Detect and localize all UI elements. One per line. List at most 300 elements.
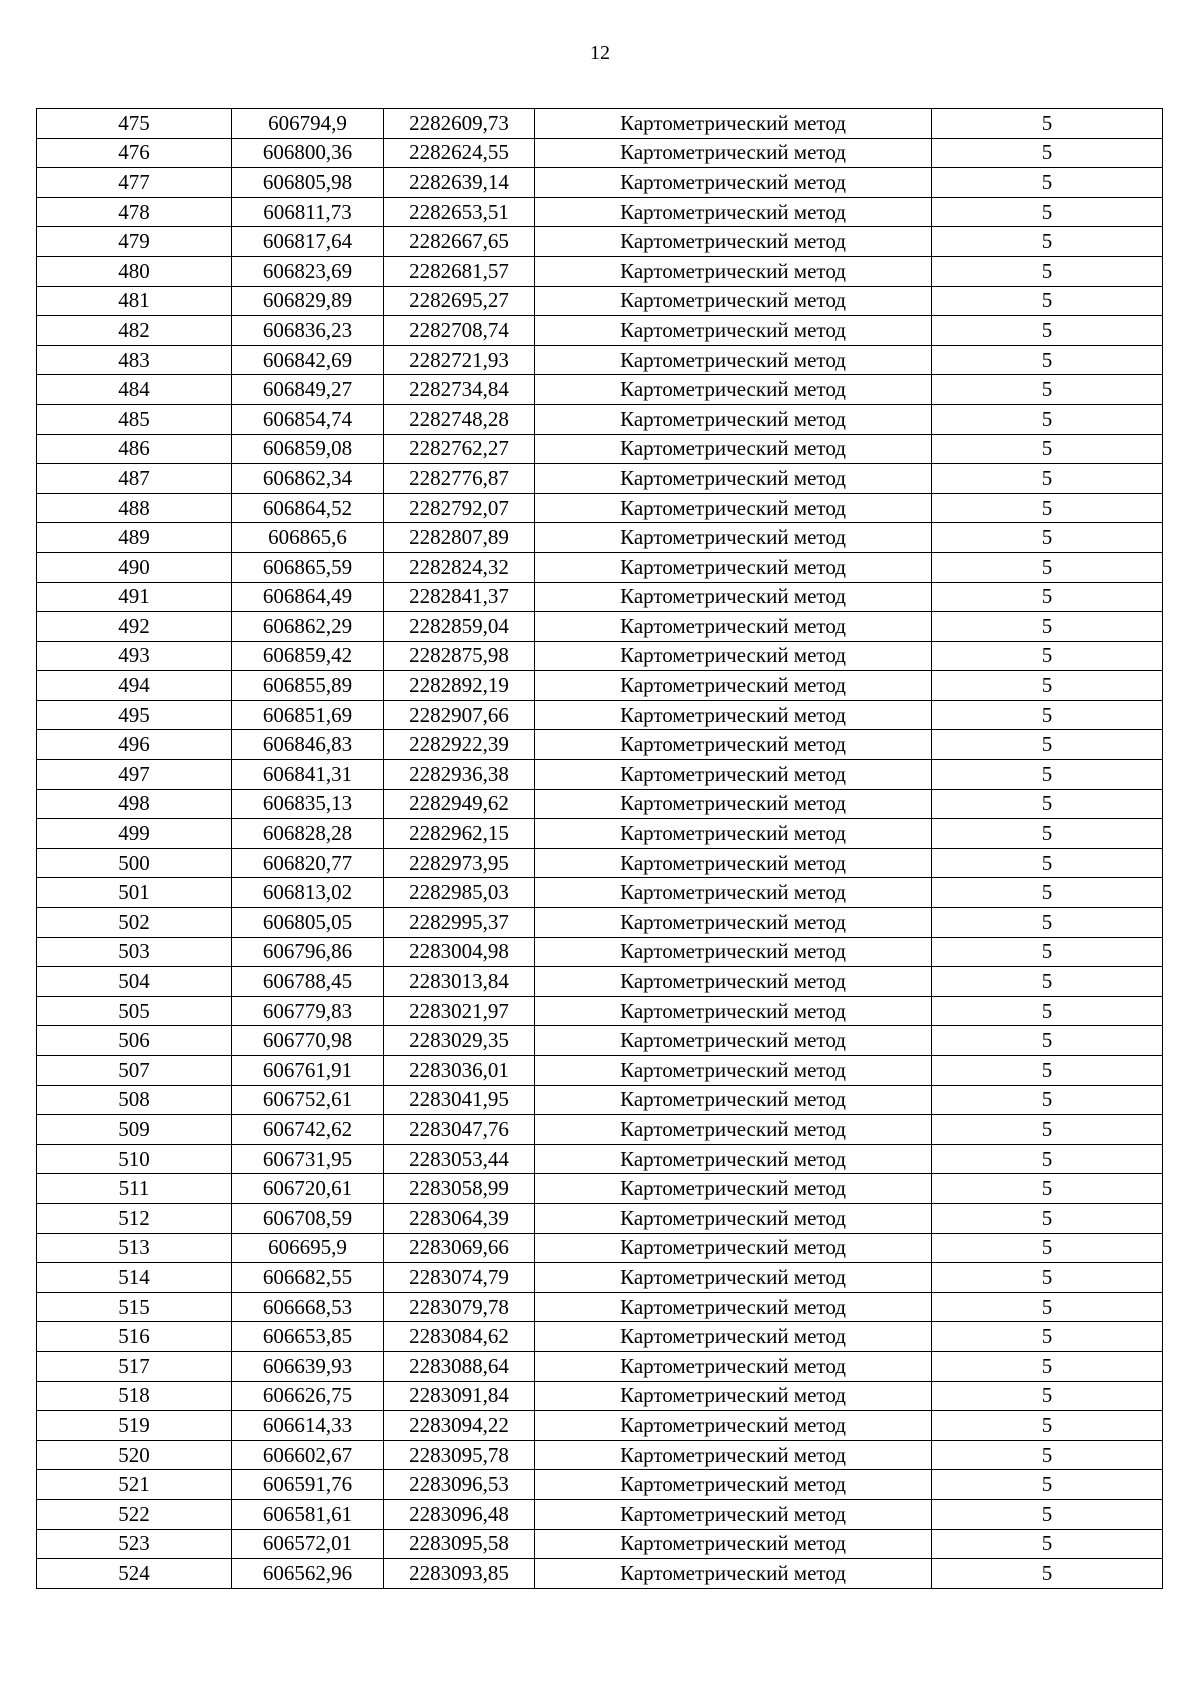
x-coordinate-cell: 606731,95 bbox=[232, 1144, 384, 1174]
table-row bbox=[37, 375, 1163, 405]
table-row bbox=[37, 1470, 1163, 1500]
y-coordinate-cell: 2283096,53 bbox=[384, 1470, 535, 1500]
y-coordinate-cell: 2282708,74 bbox=[384, 316, 535, 346]
accuracy-cell: 5 bbox=[932, 1144, 1163, 1174]
method-cell: Картометрический метод bbox=[535, 316, 932, 346]
point-number-cell: 496 bbox=[37, 730, 232, 760]
method-cell: Картометрический метод bbox=[535, 345, 932, 375]
method-cell: Картометрический метод bbox=[535, 1144, 932, 1174]
table-row bbox=[37, 523, 1163, 553]
method-cell: Картометрический метод bbox=[535, 1381, 932, 1411]
y-coordinate-cell: 2282609,73 bbox=[384, 109, 535, 139]
point-number-cell: 500 bbox=[37, 848, 232, 878]
table-row bbox=[37, 996, 1163, 1026]
accuracy-cell: 5 bbox=[932, 256, 1163, 286]
method-cell: Картометрический метод bbox=[535, 434, 932, 464]
x-coordinate-cell: 606742,62 bbox=[232, 1115, 384, 1145]
x-coordinate-cell: 606854,74 bbox=[232, 404, 384, 434]
x-coordinate-cell: 606828,28 bbox=[232, 819, 384, 849]
y-coordinate-cell: 2283088,64 bbox=[384, 1351, 535, 1381]
x-coordinate-cell: 606800,36 bbox=[232, 138, 384, 168]
y-coordinate-cell: 2283094,22 bbox=[384, 1411, 535, 1441]
accuracy-cell: 5 bbox=[932, 789, 1163, 819]
method-cell: Картометрический метод bbox=[535, 1233, 932, 1263]
method-cell: Картометрический метод bbox=[535, 138, 932, 168]
x-coordinate-cell: 606653,85 bbox=[232, 1322, 384, 1352]
accuracy-cell: 5 bbox=[932, 937, 1163, 967]
method-cell: Картометрический метод bbox=[535, 819, 932, 849]
method-cell: Картометрический метод bbox=[535, 1470, 932, 1500]
table-row bbox=[37, 1263, 1163, 1293]
accuracy-cell: 5 bbox=[932, 671, 1163, 701]
accuracy-cell: 5 bbox=[932, 996, 1163, 1026]
method-cell: Картометрический метод bbox=[535, 760, 932, 790]
accuracy-cell: 5 bbox=[932, 316, 1163, 346]
point-number-cell: 523 bbox=[37, 1529, 232, 1559]
table-row bbox=[37, 464, 1163, 494]
table-row bbox=[37, 671, 1163, 701]
y-coordinate-cell: 2282907,66 bbox=[384, 700, 535, 730]
y-coordinate-cell: 2282681,57 bbox=[384, 256, 535, 286]
point-number-cell: 485 bbox=[37, 404, 232, 434]
accuracy-cell: 5 bbox=[932, 908, 1163, 938]
point-number-cell: 512 bbox=[37, 1203, 232, 1233]
x-coordinate-cell: 606835,13 bbox=[232, 789, 384, 819]
accuracy-cell: 5 bbox=[932, 404, 1163, 434]
point-number-cell: 506 bbox=[37, 1026, 232, 1056]
method-cell: Картометрический метод bbox=[535, 168, 932, 198]
y-coordinate-cell: 2283096,48 bbox=[384, 1499, 535, 1529]
table-row bbox=[37, 1499, 1163, 1529]
x-coordinate-cell: 606865,6 bbox=[232, 523, 384, 553]
table-row bbox=[37, 1115, 1163, 1145]
x-coordinate-cell: 606846,83 bbox=[232, 730, 384, 760]
table-row bbox=[37, 286, 1163, 316]
accuracy-cell: 5 bbox=[932, 700, 1163, 730]
method-cell: Картометрический метод bbox=[535, 493, 932, 523]
method-cell: Картометрический метод bbox=[535, 1499, 932, 1529]
y-coordinate-cell: 2282734,84 bbox=[384, 375, 535, 405]
table-row bbox=[37, 819, 1163, 849]
method-cell: Картометрический метод bbox=[535, 848, 932, 878]
y-coordinate-cell: 2282841,37 bbox=[384, 582, 535, 612]
x-coordinate-cell: 606572,01 bbox=[232, 1529, 384, 1559]
x-coordinate-cell: 606602,67 bbox=[232, 1440, 384, 1470]
point-number-cell: 518 bbox=[37, 1381, 232, 1411]
method-cell: Картометрический метод bbox=[535, 1056, 932, 1086]
method-cell: Картометрический метод bbox=[535, 1263, 932, 1293]
method-cell: Картометрический метод bbox=[535, 256, 932, 286]
table-row bbox=[37, 138, 1163, 168]
x-coordinate-cell: 606794,9 bbox=[232, 109, 384, 139]
method-cell: Картометрический метод bbox=[535, 582, 932, 612]
x-coordinate-cell: 606813,02 bbox=[232, 878, 384, 908]
y-coordinate-cell: 2282962,15 bbox=[384, 819, 535, 849]
point-number-cell: 522 bbox=[37, 1499, 232, 1529]
y-coordinate-cell: 2283091,84 bbox=[384, 1381, 535, 1411]
method-cell: Картометрический метод bbox=[535, 1203, 932, 1233]
accuracy-cell: 5 bbox=[932, 168, 1163, 198]
x-coordinate-cell: 606820,77 bbox=[232, 848, 384, 878]
table-row bbox=[37, 582, 1163, 612]
accuracy-cell: 5 bbox=[932, 1351, 1163, 1381]
y-coordinate-cell: 2282762,27 bbox=[384, 434, 535, 464]
x-coordinate-cell: 606851,69 bbox=[232, 700, 384, 730]
y-coordinate-cell: 2282776,87 bbox=[384, 464, 535, 494]
accuracy-cell: 5 bbox=[932, 1470, 1163, 1500]
method-cell: Картометрический метод bbox=[535, 404, 932, 434]
method-cell: Картометрический метод bbox=[535, 1351, 932, 1381]
point-number-cell: 480 bbox=[37, 256, 232, 286]
point-number-cell: 507 bbox=[37, 1056, 232, 1086]
accuracy-cell: 5 bbox=[932, 1263, 1163, 1293]
method-cell: Картометрический метод bbox=[535, 641, 932, 671]
accuracy-cell: 5 bbox=[932, 286, 1163, 316]
method-cell: Картометрический метод bbox=[535, 197, 932, 227]
y-coordinate-cell: 2282995,37 bbox=[384, 908, 535, 938]
y-coordinate-cell: 2282792,07 bbox=[384, 493, 535, 523]
accuracy-cell: 5 bbox=[932, 375, 1163, 405]
point-number-cell: 498 bbox=[37, 789, 232, 819]
point-number-cell: 511 bbox=[37, 1174, 232, 1204]
y-coordinate-cell: 2283004,98 bbox=[384, 937, 535, 967]
point-number-cell: 497 bbox=[37, 760, 232, 790]
point-number-cell: 510 bbox=[37, 1144, 232, 1174]
table-row bbox=[37, 1026, 1163, 1056]
point-number-cell: 499 bbox=[37, 819, 232, 849]
table-row bbox=[37, 612, 1163, 642]
table-row bbox=[37, 1144, 1163, 1174]
method-cell: Картометрический метод bbox=[535, 1115, 932, 1145]
point-number-cell: 515 bbox=[37, 1292, 232, 1322]
method-cell: Картометрический метод bbox=[535, 109, 932, 139]
point-number-cell: 476 bbox=[37, 138, 232, 168]
accuracy-cell: 5 bbox=[932, 1026, 1163, 1056]
accuracy-cell: 5 bbox=[932, 878, 1163, 908]
accuracy-cell: 5 bbox=[932, 1381, 1163, 1411]
accuracy-cell: 5 bbox=[932, 434, 1163, 464]
x-coordinate-cell: 606805,98 bbox=[232, 168, 384, 198]
x-coordinate-cell: 606829,89 bbox=[232, 286, 384, 316]
method-cell: Картометрический метод bbox=[535, 878, 932, 908]
accuracy-cell: 5 bbox=[932, 582, 1163, 612]
point-number-cell: 516 bbox=[37, 1322, 232, 1352]
y-coordinate-cell: 2283029,35 bbox=[384, 1026, 535, 1056]
table-row bbox=[37, 168, 1163, 198]
point-number-cell: 495 bbox=[37, 700, 232, 730]
method-cell: Картометрический метод bbox=[535, 552, 932, 582]
table-row bbox=[37, 760, 1163, 790]
y-coordinate-cell: 2282695,27 bbox=[384, 286, 535, 316]
x-coordinate-cell: 606862,29 bbox=[232, 612, 384, 642]
y-coordinate-cell: 2283074,79 bbox=[384, 1263, 535, 1293]
x-coordinate-cell: 606849,27 bbox=[232, 375, 384, 405]
x-coordinate-cell: 606581,61 bbox=[232, 1499, 384, 1529]
method-cell: Картометрический метод bbox=[535, 671, 932, 701]
point-number-cell: 514 bbox=[37, 1263, 232, 1293]
x-coordinate-cell: 606862,34 bbox=[232, 464, 384, 494]
method-cell: Картометрический метод bbox=[535, 286, 932, 316]
point-number-cell: 484 bbox=[37, 375, 232, 405]
method-cell: Картометрический метод bbox=[535, 1322, 932, 1352]
x-coordinate-cell: 606720,61 bbox=[232, 1174, 384, 1204]
point-number-cell: 477 bbox=[37, 168, 232, 198]
y-coordinate-cell: 2282721,93 bbox=[384, 345, 535, 375]
table-row bbox=[37, 109, 1163, 139]
accuracy-cell: 5 bbox=[932, 848, 1163, 878]
x-coordinate-cell: 606682,55 bbox=[232, 1263, 384, 1293]
x-coordinate-cell: 606817,64 bbox=[232, 227, 384, 257]
method-cell: Картометрический метод bbox=[535, 1026, 932, 1056]
y-coordinate-cell: 2283079,78 bbox=[384, 1292, 535, 1322]
y-coordinate-cell: 2283053,44 bbox=[384, 1144, 535, 1174]
point-number-cell: 483 bbox=[37, 345, 232, 375]
y-coordinate-cell: 2282653,51 bbox=[384, 197, 535, 227]
x-coordinate-cell: 606811,73 bbox=[232, 197, 384, 227]
accuracy-cell: 5 bbox=[932, 1529, 1163, 1559]
point-number-cell: 492 bbox=[37, 612, 232, 642]
point-number-cell: 517 bbox=[37, 1351, 232, 1381]
method-cell: Картометрический метод bbox=[535, 1292, 932, 1322]
y-coordinate-cell: 2283021,97 bbox=[384, 996, 535, 1026]
accuracy-cell: 5 bbox=[932, 1115, 1163, 1145]
accuracy-cell: 5 bbox=[932, 1233, 1163, 1263]
point-number-cell: 488 bbox=[37, 493, 232, 523]
point-number-cell: 520 bbox=[37, 1440, 232, 1470]
point-number-cell: 490 bbox=[37, 552, 232, 582]
method-cell: Картометрический метод bbox=[535, 1411, 932, 1441]
point-number-cell: 519 bbox=[37, 1411, 232, 1441]
point-number-cell: 478 bbox=[37, 197, 232, 227]
point-number-cell: 491 bbox=[37, 582, 232, 612]
table-row bbox=[37, 730, 1163, 760]
x-coordinate-cell: 606796,86 bbox=[232, 937, 384, 967]
point-number-cell: 513 bbox=[37, 1233, 232, 1263]
method-cell: Картометрический метод bbox=[535, 1559, 932, 1589]
accuracy-cell: 5 bbox=[932, 138, 1163, 168]
x-coordinate-cell: 606859,08 bbox=[232, 434, 384, 464]
accuracy-cell: 5 bbox=[932, 1174, 1163, 1204]
point-number-cell: 503 bbox=[37, 937, 232, 967]
point-number-cell: 475 bbox=[37, 109, 232, 139]
accuracy-cell: 5 bbox=[932, 1411, 1163, 1441]
table-row bbox=[37, 1411, 1163, 1441]
method-cell: Картометрический метод bbox=[535, 730, 932, 760]
table-row bbox=[37, 700, 1163, 730]
x-coordinate-cell: 606836,23 bbox=[232, 316, 384, 346]
y-coordinate-cell: 2283013,84 bbox=[384, 967, 535, 997]
x-coordinate-cell: 606842,69 bbox=[232, 345, 384, 375]
table-row bbox=[37, 552, 1163, 582]
point-number-cell: 505 bbox=[37, 996, 232, 1026]
accuracy-cell: 5 bbox=[932, 552, 1163, 582]
point-number-cell: 502 bbox=[37, 908, 232, 938]
x-coordinate-cell: 606695,9 bbox=[232, 1233, 384, 1263]
accuracy-cell: 5 bbox=[932, 345, 1163, 375]
accuracy-cell: 5 bbox=[932, 1440, 1163, 1470]
table-row bbox=[37, 641, 1163, 671]
point-number-cell: 524 bbox=[37, 1559, 232, 1589]
y-coordinate-cell: 2282922,39 bbox=[384, 730, 535, 760]
y-coordinate-cell: 2283058,99 bbox=[384, 1174, 535, 1204]
y-coordinate-cell: 2282892,19 bbox=[384, 671, 535, 701]
point-number-cell: 509 bbox=[37, 1115, 232, 1145]
point-number-cell: 521 bbox=[37, 1470, 232, 1500]
x-coordinate-cell: 606865,59 bbox=[232, 552, 384, 582]
x-coordinate-cell: 606752,61 bbox=[232, 1085, 384, 1115]
x-coordinate-cell: 606864,49 bbox=[232, 582, 384, 612]
y-coordinate-cell: 2283093,85 bbox=[384, 1559, 535, 1589]
y-coordinate-cell: 2282639,14 bbox=[384, 168, 535, 198]
y-coordinate-cell: 2283036,01 bbox=[384, 1056, 535, 1086]
x-coordinate-cell: 606562,96 bbox=[232, 1559, 384, 1589]
y-coordinate-cell: 2283095,78 bbox=[384, 1440, 535, 1470]
method-cell: Картометрический метод bbox=[535, 937, 932, 967]
method-cell: Картометрический метод bbox=[535, 375, 932, 405]
point-number-cell: 504 bbox=[37, 967, 232, 997]
y-coordinate-cell: 2282985,03 bbox=[384, 878, 535, 908]
x-coordinate-cell: 606788,45 bbox=[232, 967, 384, 997]
table-row bbox=[37, 1529, 1163, 1559]
y-coordinate-cell: 2283095,58 bbox=[384, 1529, 535, 1559]
point-number-cell: 489 bbox=[37, 523, 232, 553]
x-coordinate-cell: 606841,31 bbox=[232, 760, 384, 790]
accuracy-cell: 5 bbox=[932, 227, 1163, 257]
table-row bbox=[37, 1351, 1163, 1381]
accuracy-cell: 5 bbox=[932, 197, 1163, 227]
x-coordinate-cell: 606614,33 bbox=[232, 1411, 384, 1441]
accuracy-cell: 5 bbox=[932, 967, 1163, 997]
x-coordinate-cell: 606626,75 bbox=[232, 1381, 384, 1411]
table-row bbox=[37, 1056, 1163, 1086]
accuracy-cell: 5 bbox=[932, 1322, 1163, 1352]
page-number: 12 bbox=[590, 42, 610, 64]
x-coordinate-cell: 606805,05 bbox=[232, 908, 384, 938]
x-coordinate-cell: 606708,59 bbox=[232, 1203, 384, 1233]
y-coordinate-cell: 2282624,55 bbox=[384, 138, 535, 168]
y-coordinate-cell: 2283069,66 bbox=[384, 1233, 535, 1263]
table-row bbox=[37, 256, 1163, 286]
point-number-cell: 481 bbox=[37, 286, 232, 316]
y-coordinate-cell: 2282875,98 bbox=[384, 641, 535, 671]
point-number-cell: 508 bbox=[37, 1085, 232, 1115]
method-cell: Картометрический метод bbox=[535, 967, 932, 997]
method-cell: Картометрический метод bbox=[535, 1440, 932, 1470]
method-cell: Картометрический метод bbox=[535, 996, 932, 1026]
y-coordinate-cell: 2282973,95 bbox=[384, 848, 535, 878]
x-coordinate-cell: 606859,42 bbox=[232, 641, 384, 671]
table-row bbox=[37, 848, 1163, 878]
y-coordinate-cell: 2283041,95 bbox=[384, 1085, 535, 1115]
accuracy-cell: 5 bbox=[932, 523, 1163, 553]
x-coordinate-cell: 606864,52 bbox=[232, 493, 384, 523]
accuracy-cell: 5 bbox=[932, 464, 1163, 494]
table-row bbox=[37, 967, 1163, 997]
method-cell: Картометрический метод bbox=[535, 612, 932, 642]
method-cell: Картометрический метод bbox=[535, 1174, 932, 1204]
method-cell: Картометрический метод bbox=[535, 1529, 932, 1559]
y-coordinate-cell: 2283047,76 bbox=[384, 1115, 535, 1145]
x-coordinate-cell: 606855,89 bbox=[232, 671, 384, 701]
table-row bbox=[37, 1085, 1163, 1115]
y-coordinate-cell: 2283064,39 bbox=[384, 1203, 535, 1233]
accuracy-cell: 5 bbox=[932, 109, 1163, 139]
accuracy-cell: 5 bbox=[932, 760, 1163, 790]
point-number-cell: 501 bbox=[37, 878, 232, 908]
accuracy-cell: 5 bbox=[932, 819, 1163, 849]
x-coordinate-cell: 606668,53 bbox=[232, 1292, 384, 1322]
accuracy-cell: 5 bbox=[932, 1056, 1163, 1086]
table-row bbox=[37, 937, 1163, 967]
method-cell: Картометрический метод bbox=[535, 1085, 932, 1115]
table-body bbox=[37, 109, 1163, 1589]
x-coordinate-cell: 606639,93 bbox=[232, 1351, 384, 1381]
table-row bbox=[37, 493, 1163, 523]
table-row bbox=[37, 789, 1163, 819]
table-row bbox=[37, 404, 1163, 434]
method-cell: Картометрический метод bbox=[535, 523, 932, 553]
method-cell: Картометрический метод bbox=[535, 700, 932, 730]
accuracy-cell: 5 bbox=[932, 493, 1163, 523]
method-cell: Картометрический метод bbox=[535, 227, 932, 257]
accuracy-cell: 5 bbox=[932, 1203, 1163, 1233]
y-coordinate-cell: 2282824,32 bbox=[384, 552, 535, 582]
table-row bbox=[37, 197, 1163, 227]
table-row bbox=[37, 1233, 1163, 1263]
accuracy-cell: 5 bbox=[932, 1292, 1163, 1322]
method-cell: Картометрический метод bbox=[535, 464, 932, 494]
table-row bbox=[37, 1559, 1163, 1589]
accuracy-cell: 5 bbox=[932, 1085, 1163, 1115]
point-number-cell: 493 bbox=[37, 641, 232, 671]
y-coordinate-cell: 2282667,65 bbox=[384, 227, 535, 257]
table-row bbox=[37, 878, 1163, 908]
x-coordinate-cell: 606591,76 bbox=[232, 1470, 384, 1500]
table-row bbox=[37, 1381, 1163, 1411]
table-row bbox=[37, 316, 1163, 346]
y-coordinate-cell: 2282859,04 bbox=[384, 612, 535, 642]
point-number-cell: 486 bbox=[37, 434, 232, 464]
accuracy-cell: 5 bbox=[932, 1499, 1163, 1529]
point-number-cell: 482 bbox=[37, 316, 232, 346]
table-row bbox=[37, 908, 1163, 938]
accuracy-cell: 5 bbox=[932, 1559, 1163, 1589]
x-coordinate-cell: 606770,98 bbox=[232, 1026, 384, 1056]
table-row bbox=[37, 1322, 1163, 1352]
y-coordinate-cell: 2282807,89 bbox=[384, 523, 535, 553]
coordinates-table bbox=[36, 108, 1163, 1589]
accuracy-cell: 5 bbox=[932, 612, 1163, 642]
method-cell: Картометрический метод bbox=[535, 789, 932, 819]
table-row bbox=[37, 434, 1163, 464]
y-coordinate-cell: 2282949,62 bbox=[384, 789, 535, 819]
y-coordinate-cell: 2282748,28 bbox=[384, 404, 535, 434]
table-row bbox=[37, 1440, 1163, 1470]
x-coordinate-cell: 606779,83 bbox=[232, 996, 384, 1026]
point-number-cell: 487 bbox=[37, 464, 232, 494]
y-coordinate-cell: 2283084,62 bbox=[384, 1322, 535, 1352]
x-coordinate-cell: 606823,69 bbox=[232, 256, 384, 286]
accuracy-cell: 5 bbox=[932, 730, 1163, 760]
point-number-cell: 494 bbox=[37, 671, 232, 701]
x-coordinate-cell: 606761,91 bbox=[232, 1056, 384, 1086]
table-row bbox=[37, 1292, 1163, 1322]
table-row bbox=[37, 227, 1163, 257]
point-number-cell: 479 bbox=[37, 227, 232, 257]
table-row bbox=[37, 1174, 1163, 1204]
accuracy-cell: 5 bbox=[932, 641, 1163, 671]
table-row bbox=[37, 345, 1163, 375]
